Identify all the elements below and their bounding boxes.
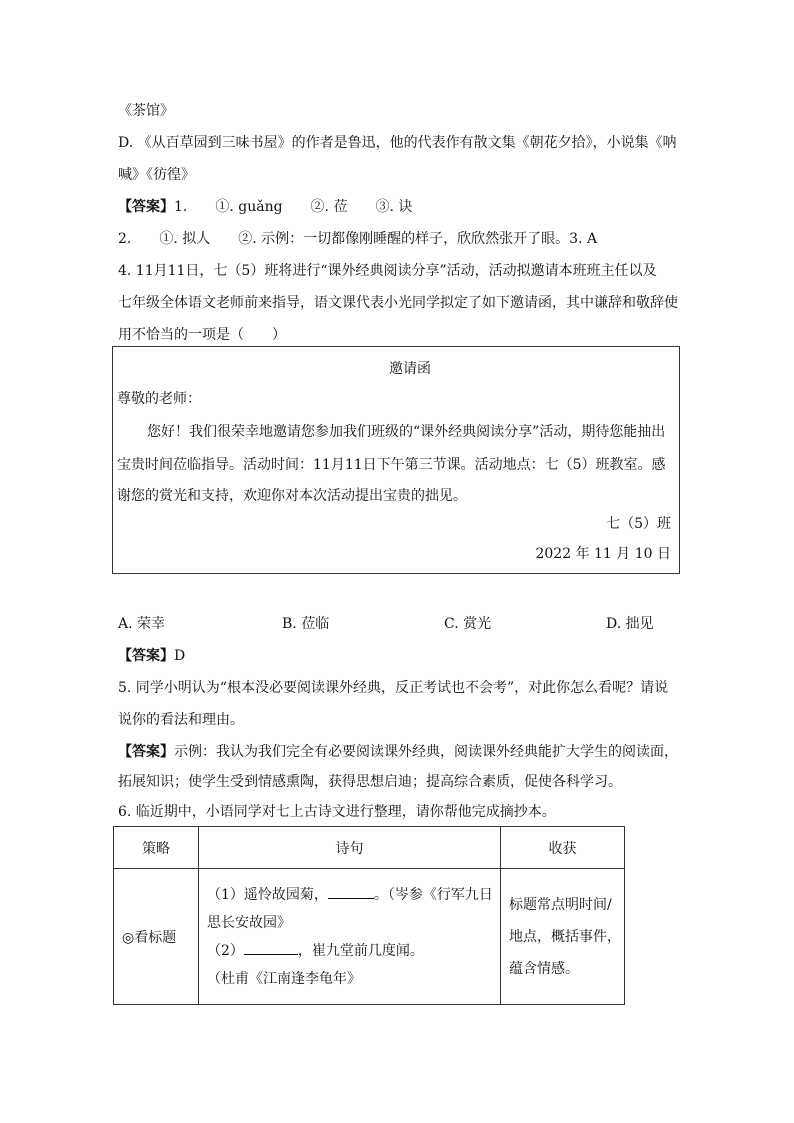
- option-a: A. 荣幸: [118, 616, 166, 632]
- poem-2-end: ，崔九堂前几度闻。: [297, 942, 424, 959]
- question-5-line-1: 5. 同学小明认为“根本没必要阅读课外经典，反正考试也不会考”，对此你怎么看呢？请说: [118, 680, 669, 696]
- header-strategy: 策略: [114, 827, 199, 869]
- poem-2-start: （2）: [207, 942, 244, 959]
- header-gain: 收获: [501, 827, 625, 869]
- answer-2: 2. ①. 拟人 ②. 示例：一切都像刚睡醒的样子，欣欣然张开了眼。3. A: [118, 231, 598, 247]
- question-6: 6. 临近期中，小语同学对七上古诗文进行整理，请你帮他完成摘抄本。: [118, 804, 556, 820]
- answer-tag: 【答案】: [118, 744, 174, 760]
- answer-5-line-2: 拓展知识；使学生受到情感熏陶，获得思想启迪；提高综合素质，促使各科学习。: [118, 774, 622, 790]
- gain-line-1: 标题常点明时间/: [509, 896, 612, 913]
- invitation-body-2: 宝贵时间莅临指导。活动时间：11月11日下午第三节课。活动地点：七（5）班教室。感: [117, 457, 666, 473]
- answer-4-body: D: [174, 648, 186, 664]
- invitation-salutation: 尊敬的老师：: [117, 391, 201, 407]
- invitation-body-3: 谢您的赏光和支持，欢迎你对本次活动提出宝贵的拙见。: [117, 488, 467, 504]
- answer-tag: 【答案】: [118, 199, 174, 215]
- fill-blank-1[interactable]: [328, 886, 374, 899]
- gain-line-3: 蕴含情感。: [509, 960, 579, 977]
- excerpt-table: [113, 826, 625, 1005]
- answer-5: [118, 743, 678, 761]
- answer-1-body: 1. ①. guǎng ②. 莅 ③. 诀: [174, 199, 413, 215]
- answer-4: [118, 647, 185, 665]
- cell-poem: [199, 869, 501, 1005]
- question-4-line-3: 用不恰当的一项是（ ）: [118, 327, 286, 343]
- cell-strategy: ◎看标题: [114, 869, 199, 1005]
- table-row: [114, 869, 625, 1005]
- poem-1-end: 。（岑参《行军九日: [373, 886, 493, 903]
- cell-gain: [501, 869, 625, 1005]
- poem-1-source: 思长安故园》: [207, 914, 291, 931]
- invitation-title: 邀请函: [389, 361, 431, 377]
- invitation-box: [112, 346, 680, 574]
- table-header-row: [114, 827, 625, 869]
- answer-tag: 【答案】: [118, 648, 174, 664]
- question-4-line-1: 4. 11月11日，七（5）班将进行“课外经典阅读分享”活动，活动拟邀请本班班主任以及: [118, 263, 657, 279]
- header-poem: 诗句: [199, 827, 501, 869]
- option-c: C. 赏光: [444, 616, 492, 632]
- question-5-line-2: 说你的看法和理由。: [118, 712, 244, 728]
- option-b: B. 莅临: [282, 616, 330, 632]
- question-4-line-2: 七年级全体语文老师前来指导，语文课代表小光同学拟定了如下邀请函，其中谦辞和敬辞使: [118, 295, 678, 311]
- doc-line-1: 《茶馆》: [118, 103, 174, 119]
- poem-1-start: （1）遥怜故园菊，: [207, 886, 328, 903]
- poem-2-source: （杜甫《江南逢李龟年》: [207, 970, 361, 987]
- doc-line-2: D. 《从百草园到三味书屋》的作者是鲁迅，他的代表作有散文集《朝花夕拾》，小说集《呐: [118, 135, 677, 151]
- invitation-body-1: 您好！我们很荣幸地邀请您参加我们班级的“课外经典阅读分享”活动，期待您能抽出: [147, 424, 666, 440]
- answer-1: [118, 198, 412, 216]
- invitation-date: 2022 年 11 月 10 日: [535, 546, 671, 562]
- answer-5-body: 示例：我认为我们完全有必要阅读课外经典，阅读课外经典能扩大学生的阅读面，: [174, 744, 678, 760]
- doc-line-3: 喊》《彷徨》: [118, 167, 195, 183]
- option-d: D. 拙见: [606, 616, 654, 632]
- invitation-signature: 七（5）班: [606, 516, 671, 532]
- gain-line-2: 地点，概括事件，: [509, 928, 621, 945]
- fill-blank-2[interactable]: [244, 942, 298, 955]
